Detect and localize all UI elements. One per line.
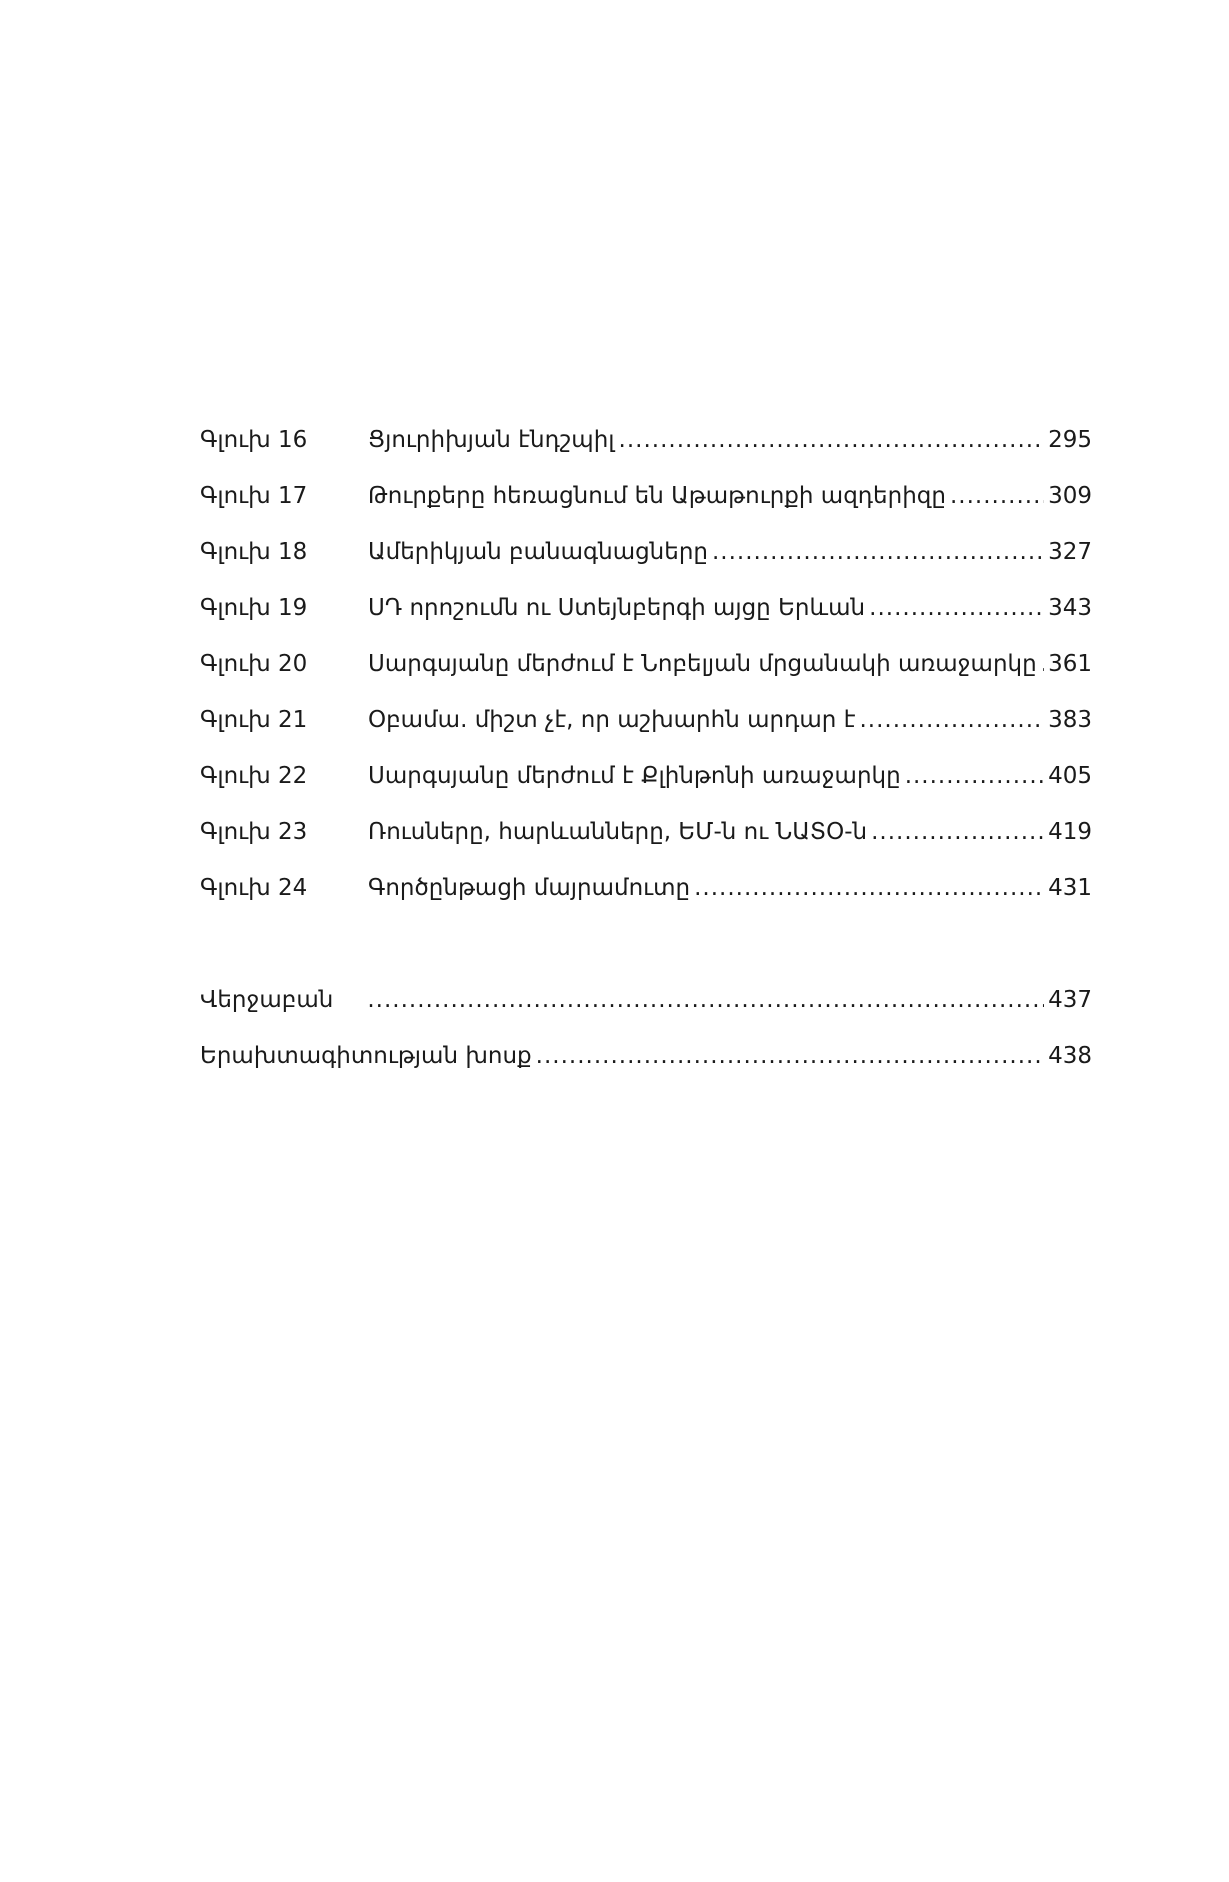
- chapter-title: Սարգսյանը մերժում է Նոբելյան մրցանակի առաջարկը: [368, 651, 1037, 677]
- chapter-title: ՍԴ որոշումն ու Ստեյնբերգի այցը Երևան: [368, 595, 866, 621]
- chapter-title: Թուրքերը հեռացնում են Աթաթուրքի ազդերիզը: [368, 483, 946, 509]
- page-number: 438: [1048, 1043, 1092, 1069]
- dot-leader: [619, 425, 1045, 455]
- chapter-number: Գլուխ 23: [200, 819, 308, 845]
- dot-leader: [869, 593, 1044, 623]
- toc-entry-19[interactable]: [200, 593, 1092, 649]
- dot-leader: [536, 1041, 1044, 1071]
- toc-entry-21[interactable]: [200, 705, 1092, 761]
- dot-leader: [1041, 649, 1044, 679]
- chapter-number: Գլուխ 16: [200, 427, 308, 453]
- page-number: 327: [1048, 539, 1092, 565]
- toc-entry-20[interactable]: [200, 649, 1092, 705]
- dot-leader: [905, 761, 1044, 791]
- page-number: 431: [1048, 875, 1092, 901]
- page-number: 343: [1048, 595, 1092, 621]
- toc-entry-22[interactable]: [200, 761, 1092, 817]
- toc-entry-acknowledgements[interactable]: [200, 1041, 1092, 1097]
- toc-entry-24[interactable]: [200, 873, 1092, 929]
- back-matter-title: Երախտագիտության խոսք: [200, 1043, 532, 1069]
- toc-entry-23[interactable]: [200, 817, 1092, 873]
- page-number: 309: [1048, 483, 1092, 509]
- dot-leader: [950, 481, 1044, 511]
- chapter-number: Գլուխ 17: [200, 483, 308, 509]
- table-of-contents: [200, 425, 1092, 1097]
- dot-leader: [367, 985, 1044, 1015]
- chapter-number: Գլուխ 20: [200, 651, 308, 677]
- page-number: 437: [1048, 987, 1092, 1013]
- dot-leader: [859, 705, 1044, 735]
- toc-entry-17[interactable]: [200, 481, 1092, 537]
- chapter-number: Գլուխ 21: [200, 707, 308, 733]
- page-number: 361: [1048, 651, 1092, 677]
- chapter-number: Գլուխ 18: [200, 539, 308, 565]
- toc-entry-16[interactable]: [200, 425, 1092, 481]
- chapter-title: Ամերիկյան բանագնացները: [368, 539, 708, 565]
- page-number: 383: [1048, 707, 1092, 733]
- page-number: 419: [1048, 819, 1092, 845]
- dot-leader: [712, 537, 1044, 567]
- chapter-title: Ցյուրիխյան էնդշպիլ: [368, 427, 615, 453]
- section-gap: [200, 929, 1092, 985]
- toc-entry-18[interactable]: [200, 537, 1092, 593]
- toc-entry-epilogue[interactable]: [200, 985, 1092, 1041]
- page-number: 405: [1048, 763, 1092, 789]
- back-matter-title: Վերջաբան: [200, 987, 334, 1013]
- chapter-number: Գլուխ 19: [200, 595, 308, 621]
- dot-leader: [694, 873, 1044, 903]
- chapter-number: Գլուխ 24: [200, 875, 308, 901]
- chapter-title: Գործընթացի մայրամուտը: [368, 875, 691, 901]
- chapter-title: Ռուսները, հարևանները, ԵՄ-ն ու ՆԱՏՕ-ն: [368, 819, 868, 845]
- chapter-title: Սարգսյանը մերժում է Քլինթոնի առաջարկը: [368, 763, 901, 789]
- chapter-title: Օբամա. միշտ չէ, որ աշխարհն արդար է: [368, 707, 856, 733]
- page-number: 295: [1048, 427, 1092, 453]
- chapter-number: Գլուխ 22: [200, 763, 308, 789]
- dot-leader: [871, 817, 1044, 847]
